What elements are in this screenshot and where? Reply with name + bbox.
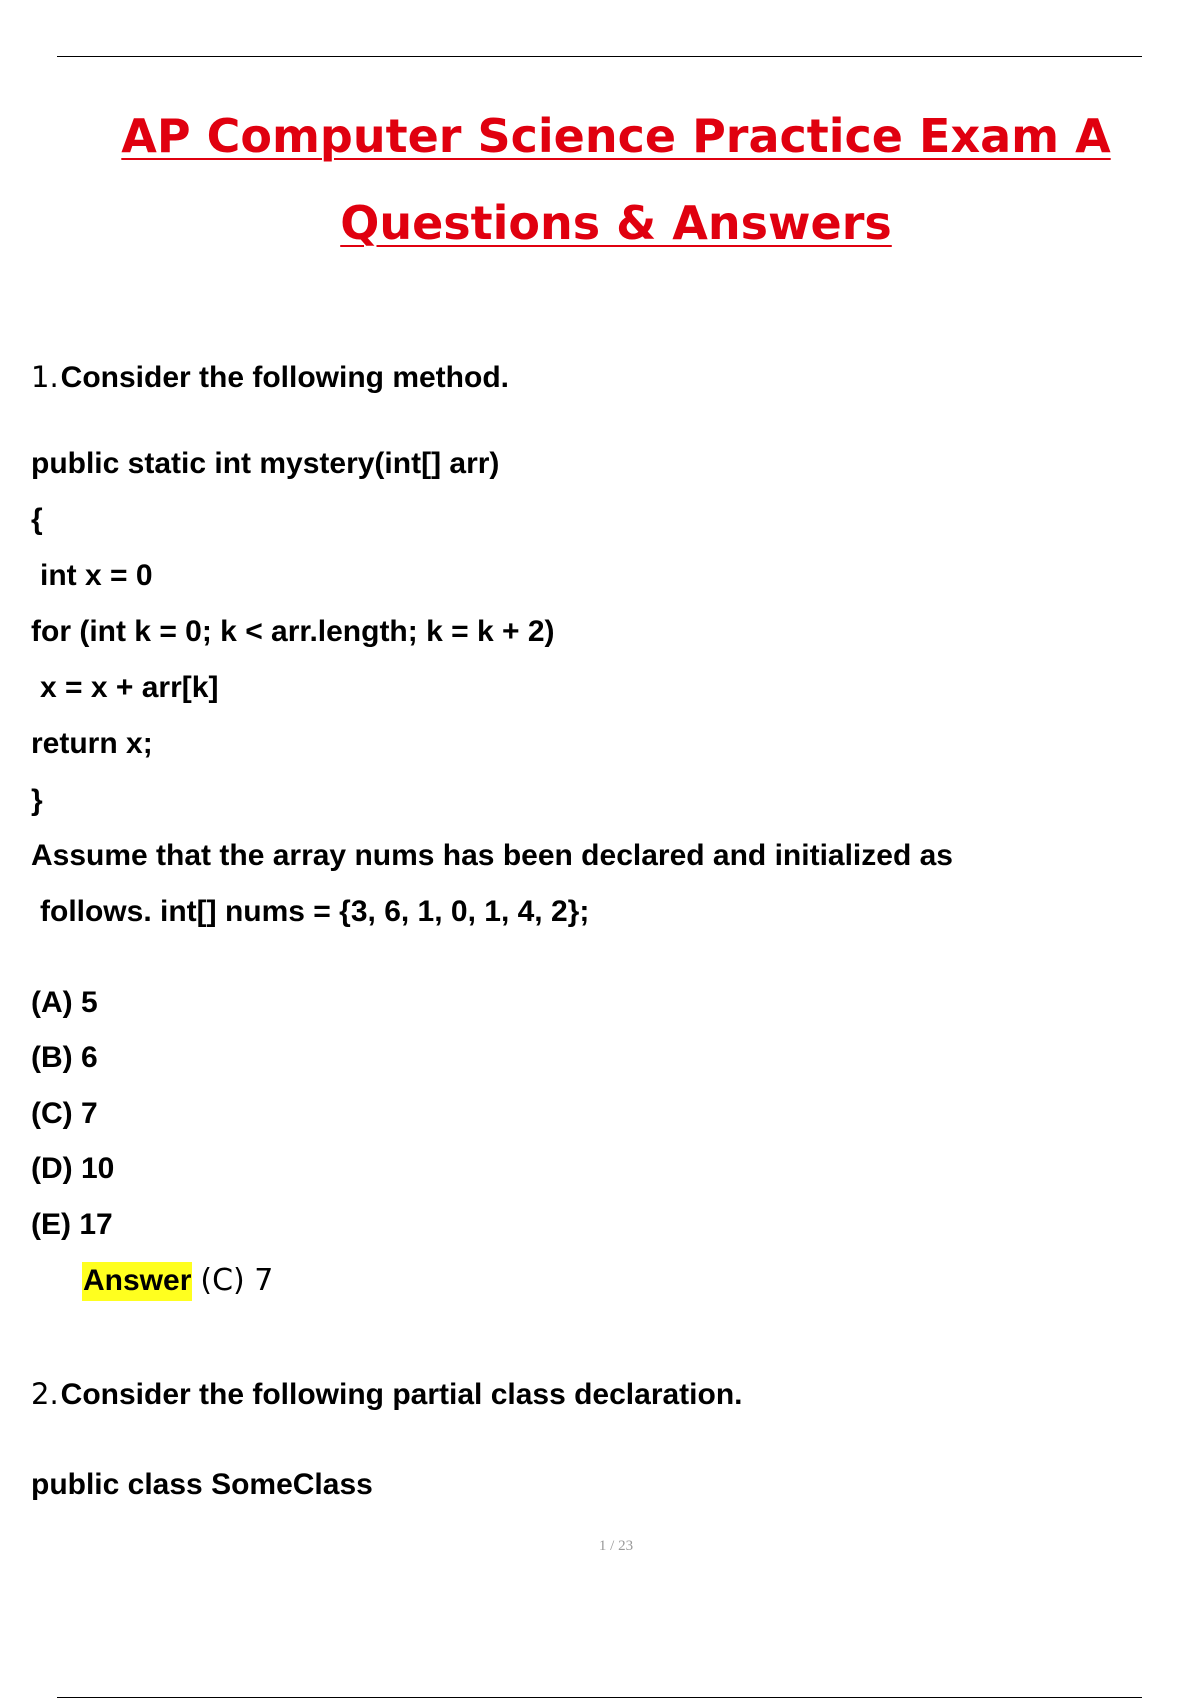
code-line: x = x + arr[k] [40,671,219,704]
page-number: 1 / 23 [598,1538,634,1554]
answer-value: (C) 7 [200,1263,274,1298]
question-statement: follows. int[] nums = {3, 6, 1, 0, 1, 4, 2}; [40,895,590,928]
code-line: for (int k = 0; k < arr.length; k = k + 2) [31,615,555,648]
code-line: return x; [31,727,153,760]
code-line: public class SomeClass [31,1468,373,1501]
choice-e: (E) 17 [31,1208,113,1241]
question-number: 1. [31,360,59,394]
choice-a: (A) 5 [31,986,98,1019]
question-1-header [31,357,509,398]
question-2-header [31,1374,742,1415]
question-prompt: Consider the following method. [60,361,509,394]
answer-line [82,1261,273,1301]
choice-d: (D) 10 [31,1152,115,1185]
answer-highlight: Answer [82,1262,192,1301]
document-title: AP Computer Science Practice Exam A [121,109,1111,163]
choice-c: (C) 7 [31,1097,98,1130]
bottom-rule [57,1697,1142,1698]
choice-b: (B) 6 [31,1041,98,1074]
document-subtitle: Questions & Answers [340,196,892,250]
code-line: } [31,784,43,817]
code-line: { [31,503,43,536]
code-line: public static int mystery(int[] arr) [31,447,500,480]
question-prompt: Consider the following partial class declaration. [60,1378,743,1411]
code-line: int x = 0 [40,559,153,592]
question-statement: Assume that the array nums has been declared and initialized as [31,839,953,872]
top-rule [57,56,1142,57]
question-number: 2. [31,1377,59,1411]
